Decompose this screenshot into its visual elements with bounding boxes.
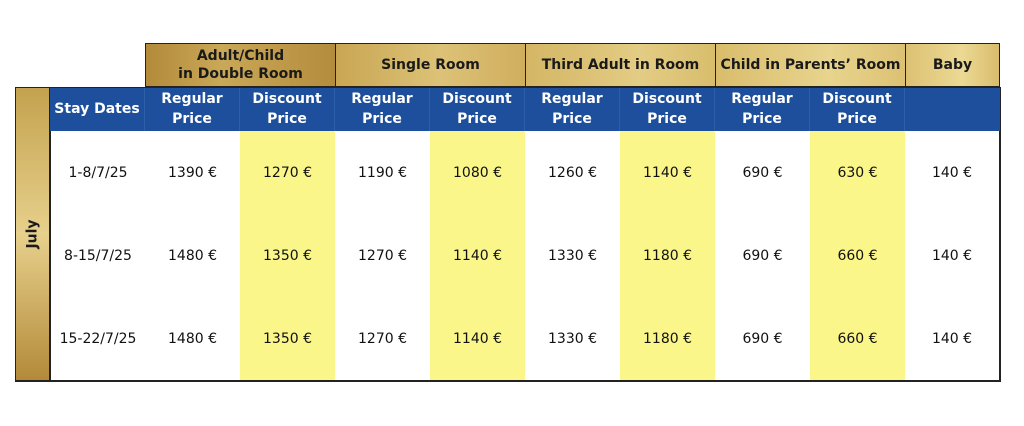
price-cell: 140 € [905, 131, 1000, 215]
discount-price-cell: 1140 € [430, 297, 526, 381]
discount-price-cell: 1140 € [430, 214, 526, 298]
price-cell: 1330 € [525, 297, 621, 381]
header-third-adult: Third Adult in Room [525, 43, 716, 87]
stay-dates-header: Stay Dates [50, 87, 145, 131]
price-cell: 690 € [715, 297, 811, 381]
price-cell: 1480 € [145, 297, 241, 381]
price-cell: 1390 € [145, 131, 241, 215]
header-single-room: Single Room [335, 43, 526, 87]
row-dates: 8-15/7/25 [50, 214, 146, 298]
price-cell: 1330 € [525, 214, 621, 298]
price-cell: 1270 € [335, 297, 431, 381]
subheader-discount-price: Discount Price [620, 87, 715, 131]
month-label [15, 87, 50, 381]
row-dates: 15-22/7/25 [50, 297, 146, 381]
discount-price-cell: 630 € [810, 131, 906, 215]
price-cell: 690 € [715, 131, 811, 215]
price-cell: 140 € [905, 297, 1000, 381]
subheader-regular-price: Regular Price [525, 87, 620, 131]
price-cell: 1480 € [145, 214, 241, 298]
discount-price-cell: 1350 € [240, 297, 336, 381]
discount-price-cell: 1080 € [430, 131, 526, 215]
price-cell: 690 € [715, 214, 811, 298]
subheader-discount-price: Discount Price [430, 87, 525, 131]
price-cell: 1190 € [335, 131, 431, 215]
month-text: July [24, 219, 41, 249]
subheader-regular-price: Regular Price [335, 87, 430, 131]
price-cell: 1270 € [335, 214, 431, 298]
discount-price-cell: 1180 € [620, 297, 716, 381]
row-dates: 1-8/7/25 [50, 131, 146, 215]
price-cell: 140 € [905, 214, 1000, 298]
subheader-discount-price: Discount Price [810, 87, 905, 131]
discount-price-cell: 1140 € [620, 131, 716, 215]
discount-price-cell: 1180 € [620, 214, 716, 298]
subheader-regular-price: Regular Price [715, 87, 810, 131]
header-adult-child-double: Adult/Child in Double Room [145, 43, 336, 87]
discount-price-cell: 1270 € [240, 131, 336, 215]
header-child-parents-room: Child in Parents’ Room [715, 43, 906, 87]
subheader-baby-blank [905, 87, 1000, 131]
discount-price-cell: 660 € [810, 297, 906, 381]
price-cell: 1260 € [525, 131, 621, 215]
subheader-discount-price: Discount Price [240, 87, 335, 131]
discount-price-cell: 1350 € [240, 214, 336, 298]
discount-price-cell: 660 € [810, 214, 906, 298]
header-baby: Baby [905, 43, 1000, 87]
subheader-regular-price: Regular Price [145, 87, 240, 131]
